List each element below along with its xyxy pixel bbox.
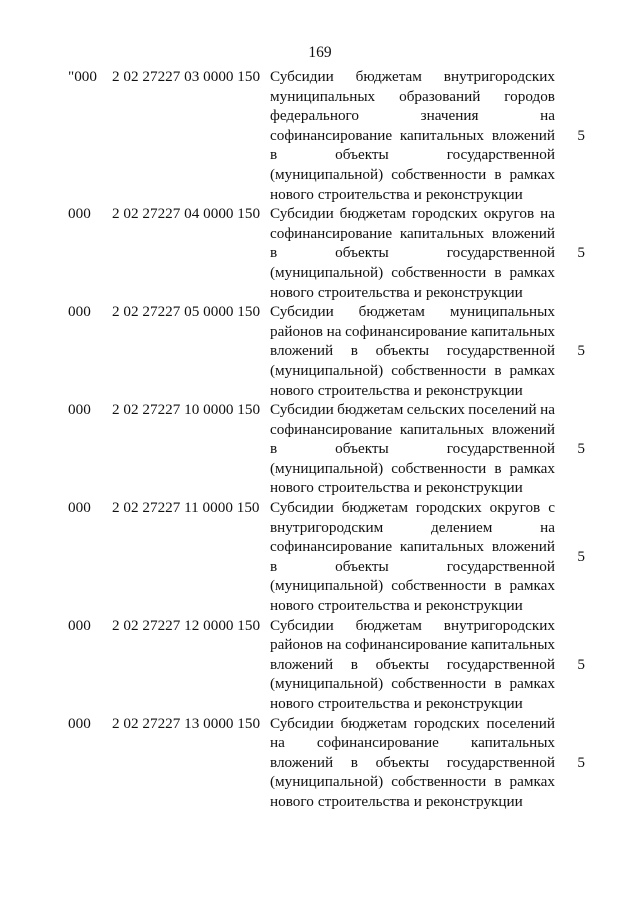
admin-code: 000 [68,401,91,419]
description-line: Субсидии бюджетам муниципальных [270,303,555,321]
description-line: (муниципальной) собственности в рамках [270,675,555,693]
budget-classification-code: 2 02 27227 04 0000 150 [112,205,261,223]
description-line: вложений в объекты государственной [270,753,555,771]
table-row [68,302,588,400]
description-line: в объекты государственной [270,440,555,458]
description-line: вложений в объекты государственной [270,655,555,673]
description-line: нового строительства и реконструкции [270,597,523,615]
description-line: Субсидии бюджетам сельских поселений на [270,401,555,419]
income-description [270,498,555,616]
description-line: Субсидии бюджетам городских округов с [270,499,555,517]
table-row [68,714,588,812]
description-line: федерального значения на [270,107,555,125]
description-line: в объекты государственной [270,557,555,575]
budget-classification-code: 2 02 27227 05 0000 150 [112,303,261,321]
description-line: софинансирование капитальных вложений [270,420,555,438]
description-line: нового строительства и реконструкции [270,792,523,810]
description-line: нового строительства и реконструкции [270,381,523,399]
budget-classification-code: 2 02 27227 11 0000 150 [112,499,260,517]
table-row [68,616,588,714]
description-line: Субсидии бюджетам городских поселений [270,714,555,732]
budget-code-table [68,67,588,812]
income-description [270,67,555,204]
value-cell: 5 [577,126,585,144]
table-row [68,498,588,616]
description-line: на софинансирование капитальных [270,734,555,752]
admin-code: 000 [68,714,91,732]
income-description [270,302,555,400]
description-line: (муниципальной) собственности в рамках [270,165,555,183]
description-line: (муниципальной) собственности в рамках [270,361,555,379]
admin-code: 000 [68,205,91,223]
description-line: (муниципальной) собственности в рамках [270,577,555,595]
description-line: Субсидии бюджетам внутригородских [270,616,555,634]
description-line: Субсидии бюджетам городских округов на [270,205,555,223]
description-line: Субсидии бюджетам внутригородских [270,68,555,85]
description-line: в объекты государственной [270,146,555,164]
income-description [270,616,555,714]
value-cell: 5 [577,753,585,771]
description-line: (муниципальной) собственности в рамках [270,459,555,477]
description-line: (муниципальной) собственности в рамках [270,773,555,791]
description-line: нового строительства и реконструкции [270,479,523,497]
admin-code: 000 [68,499,91,517]
admin-code: 000 [68,616,91,634]
description-line: софинансирование капитальных вложений [270,126,555,144]
budget-classification-code: 2 02 27227 10 0000 150 [112,401,261,419]
value-cell: 5 [577,548,585,566]
description-line: (муниципальной) собственности в рамках [270,263,555,281]
table-row [68,67,588,204]
value-cell: 5 [577,440,585,458]
income-description [270,714,555,812]
description-line: вложений в объекты государственной [270,342,555,360]
description-line: софинансирование капитальных вложений [270,538,555,556]
description-line: нового строительства и реконструкции [270,695,523,712]
description-line: районов на софинансирование капитальных [270,322,555,340]
description-line: нового строительства и реконструкции [270,283,523,301]
description-line: районов на софинансирование капитальных [270,636,555,654]
value-cell: 5 [577,655,585,673]
table-row [68,400,588,498]
income-description [270,400,555,498]
description-line: внутригородским делением на [270,518,555,536]
value-cell: 5 [577,244,585,262]
admin-code: "000 [68,68,97,85]
income-description [270,204,555,302]
description-line: муниципальных образований городов [270,87,555,105]
description-line: в объекты государственной [270,244,555,262]
admin-code: 000 [68,303,91,321]
description-line: софинансирование капитальных вложений [270,224,555,242]
page-number: 169 [308,44,332,61]
budget-classification-code: 2 02 27227 13 0000 150 [112,714,261,732]
table-row [68,204,588,302]
description-line: нового строительства и реконструкции [270,185,523,203]
budget-classification-code: 2 02 27227 03 0000 150 [112,68,261,85]
value-cell: 5 [577,342,585,360]
budget-classification-code: 2 02 27227 12 0000 150 [112,616,261,634]
